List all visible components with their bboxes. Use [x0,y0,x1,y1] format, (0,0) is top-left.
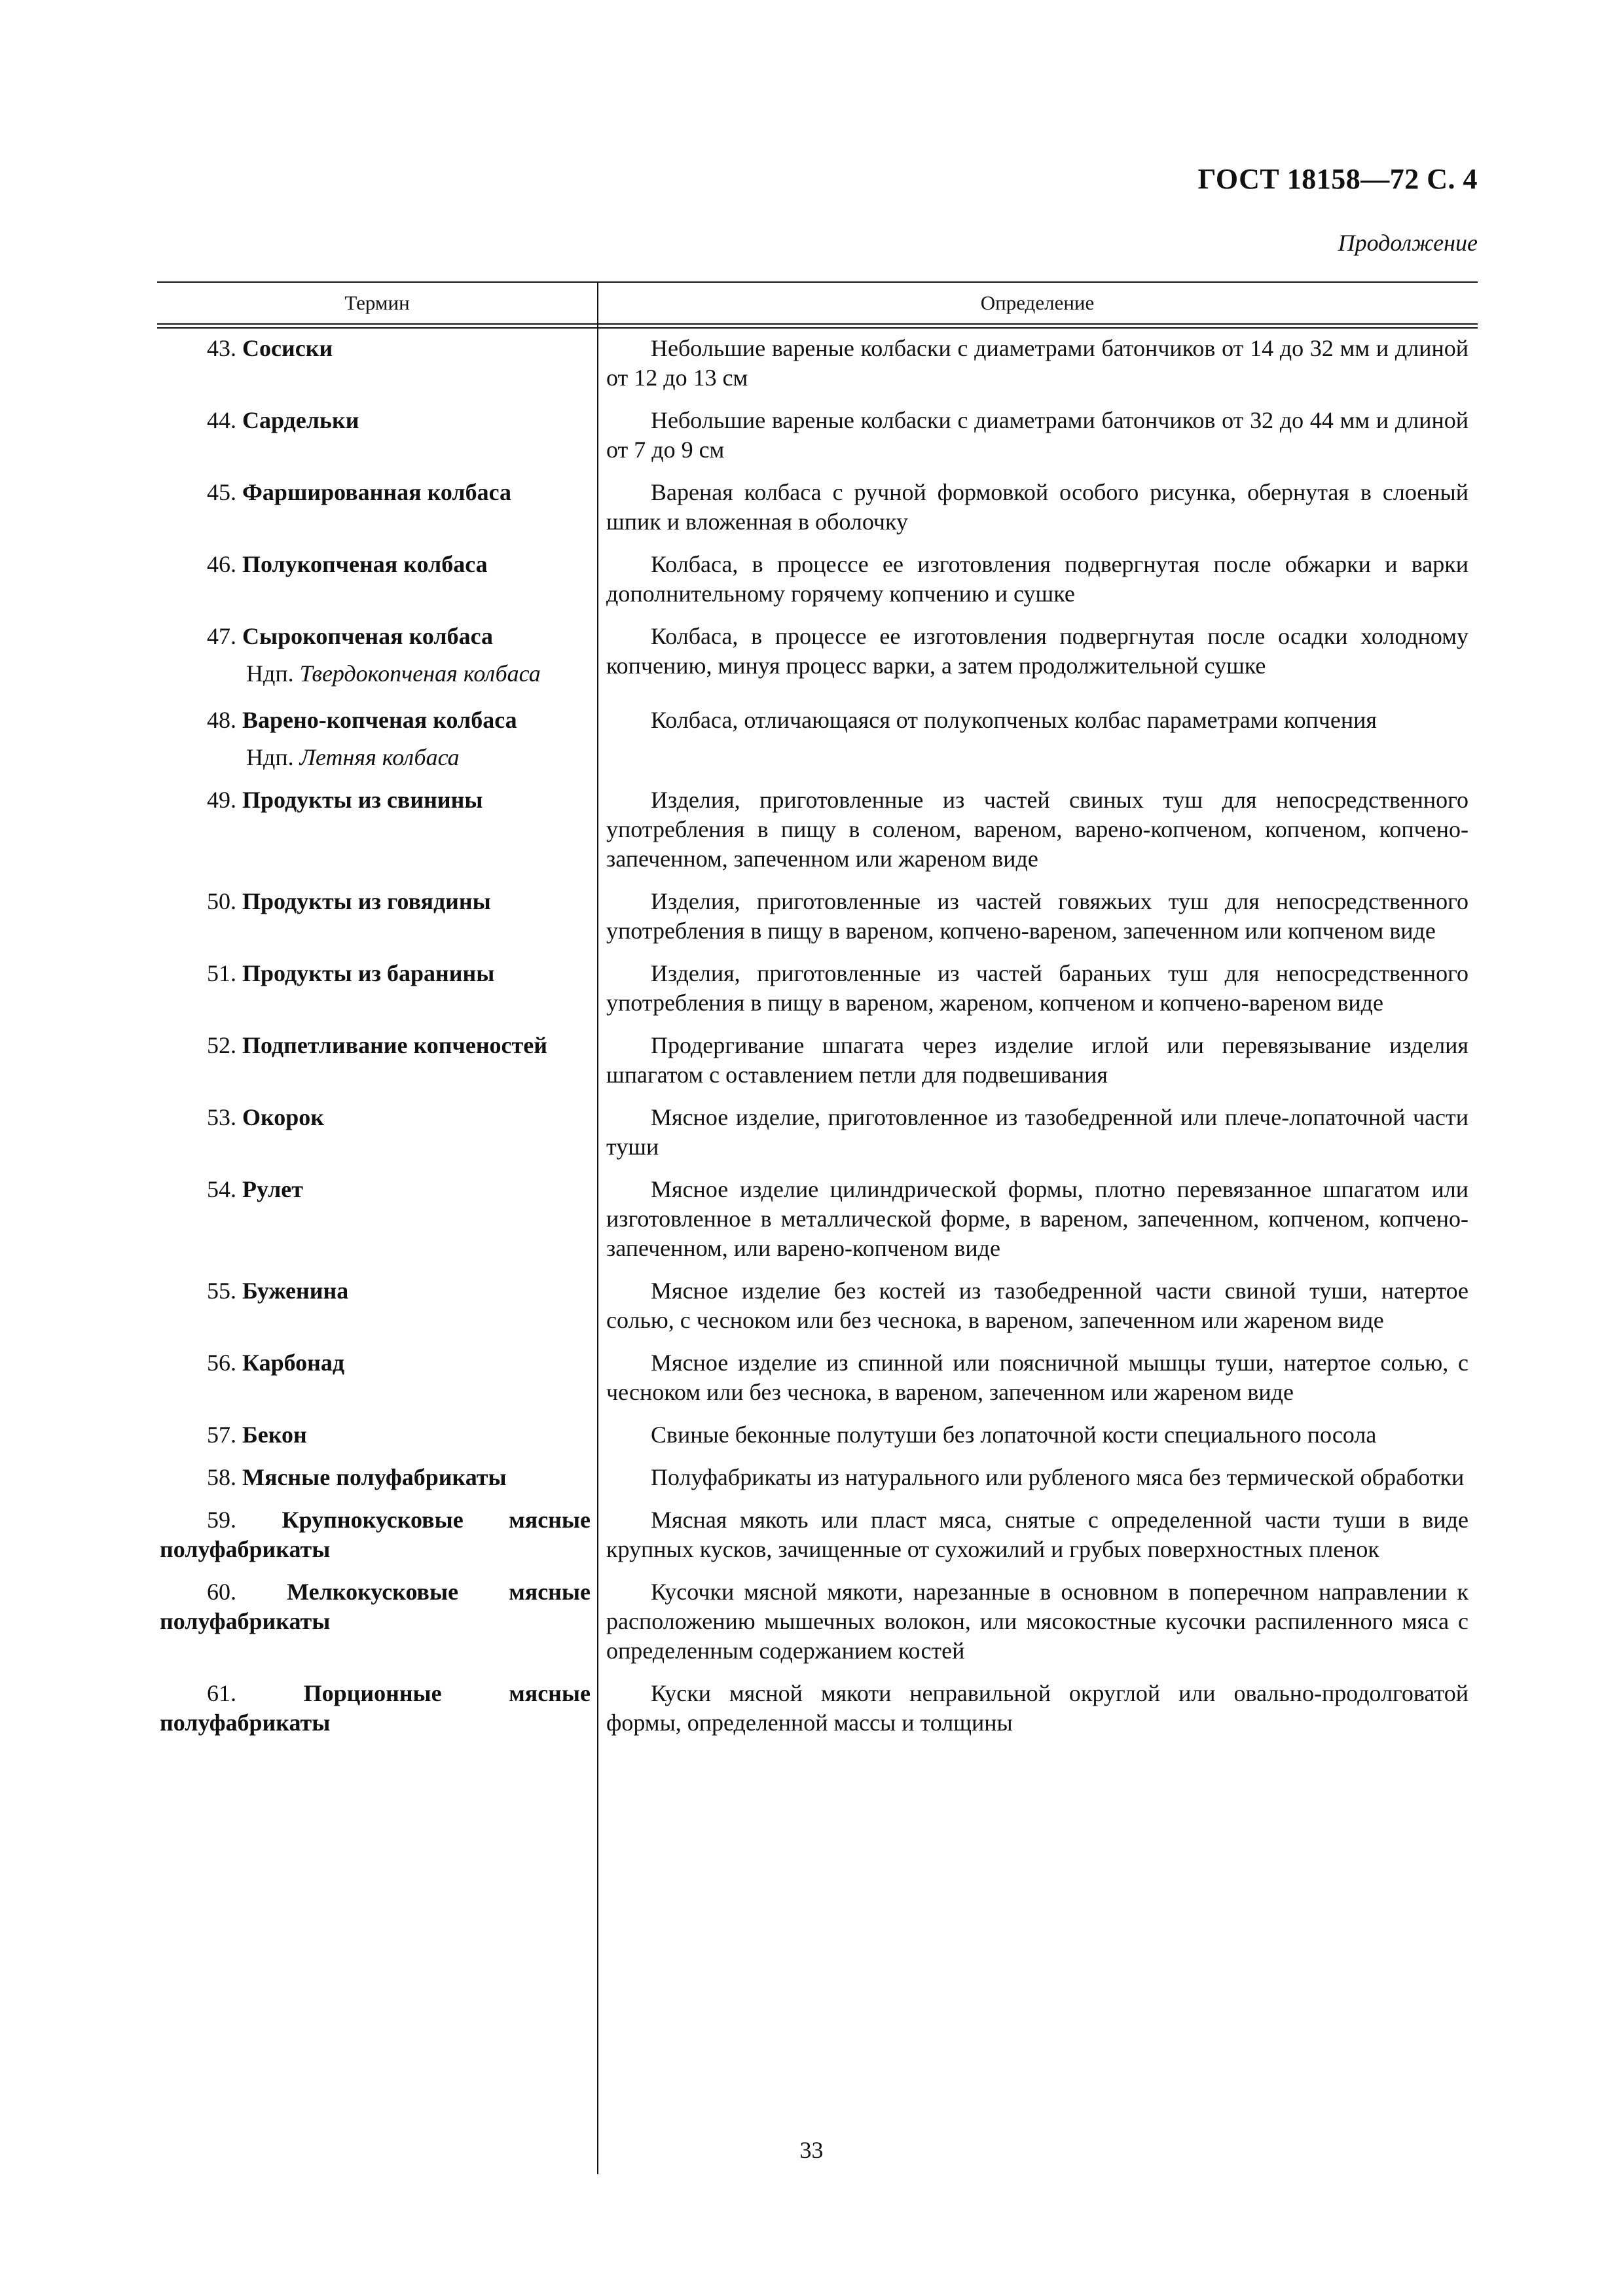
term-name: Крупнокусковые мясные полуфабрикаты [160,1507,591,1562]
table-row [157,959,1478,1018]
definition-cell: Изделия, приготовленные из частей бараньих туш для непосредственного употребления в пищу в вареном, жареном, копченом и копчено-вареном виде [606,960,1468,1016]
definition-cell: Мясное изделие из спинной или поясничной мышцы туши, натертое солью, с чесноком или без чеснока, в вареном, запеченном или жареном виде [606,1350,1468,1405]
term-cell [157,785,597,874]
term-cell [157,550,597,609]
term-line [160,959,591,988]
term-cell [157,887,597,946]
definition-cell: Колбаса, в процессе ее изготовления подвергнутая после осадки холодному копчению, минуя процесс варки, а затем продолжительной сушке [606,623,1468,679]
term-name: Подпетливание копченостей [242,1032,547,1058]
column-header-definition: Определение [980,291,1095,314]
terms-table [157,281,1478,1738]
table-row [157,1463,1478,1492]
term-name: Продукты из говядины [242,888,491,914]
term-line [160,1276,591,1306]
table-row [157,1031,1478,1090]
table-row [157,706,1478,772]
term-line [160,1103,591,1132]
definition-cell: Мясное изделие без костей из тазобедренной части свиной туши, натертое солью, с чесноком или без чеснока, в вареном, запеченном или жареном виде [606,1278,1468,1333]
table-row [157,334,1478,393]
definition-cell: Изделия, приготовленные из частей свиных туш для непосредственного употребления в пищу в соленом, вареном, варено-копченом, копченом, копчено-запеченном, запеченном или жареном виде [606,787,1468,872]
column-header-term: Термин [344,291,410,314]
term-line [160,1420,591,1450]
term-line [160,478,591,507]
term-cell [157,1577,597,1666]
term-line [160,706,591,735]
term-number: 44. [207,407,236,433]
term-name: Продукты из свинины [242,787,483,813]
not-recommended-term [160,659,591,689]
term-number: 50. [207,888,236,914]
definition-cell: Полуфабрикаты из натурального или рубленого мяса без термической обработки [651,1464,1465,1490]
term-line [160,1577,591,1636]
term-name: Мясные полуфабрикаты [242,1464,507,1490]
table-row [157,887,1478,946]
term-number: 60. [207,1579,236,1605]
term-name: Мелкокусковые мясные полуфабрикаты [160,1579,591,1634]
definition-cell: Колбаса, в процессе ее изготовления подвергнутая после обжарки и варки дополнительному горячему копчению и сушке [606,551,1468,607]
definition-cell: Продергивание шпагата через изделие иглой или перевязывание изделия шпагатом с оставлением петли для подвешивания [606,1032,1468,1088]
term-number: 53. [207,1104,236,1130]
term-number: 56. [207,1350,236,1376]
term-number: 45. [207,479,236,505]
term-number: 47. [207,623,236,649]
term-line [160,1679,591,1738]
table-row [157,478,1478,537]
not-recommended-term [160,743,591,772]
term-line [160,887,591,916]
term-cell [157,1175,597,1263]
table-row [157,1505,1478,1564]
table-row [157,1103,1478,1162]
term-number: 52. [207,1032,236,1058]
term-number: 51. [207,960,236,986]
term-line [160,785,591,815]
table-row [157,785,1478,874]
definition-cell: Мясная мякоть или пласт мяса, снятые с определенной части туши в виде крупных кусков, зачищенные от сухожилий и грубых поверхностных пленок [606,1507,1468,1562]
term-line [160,550,591,579]
definition-cell: Мясное изделие цилиндрической формы, плотно перевязанное шпагатом или изготовленное в металлической форме, в вареном, запеченном, копченом, копчено-запеченном, или варено-копченом виде [606,1176,1468,1261]
term-number: 59. [207,1507,236,1533]
table-row [157,1276,1478,1335]
definition-cell: Кусочки мясной мякоти, нарезанные в основном в поперечном направлении к расположению мышечных волокон, или мясокостные кусочки распиленного мяса с определенным содержанием костей [606,1579,1468,1664]
term-name: Карбонад [242,1350,345,1376]
term-cell [157,1031,597,1090]
term-name: Варено-копченая колбаса [242,707,517,733]
term-line [160,406,591,435]
term-cell [157,1463,597,1492]
term-line [160,1463,591,1492]
term-number: 43. [207,335,236,361]
document-header: ГОСТ 18158—72 С. 4 [1197,163,1478,195]
term-cell [157,959,597,1018]
table-row [157,622,1478,689]
term-number: 54. [207,1176,236,1202]
table-row [157,550,1478,609]
term-line [160,1031,591,1060]
definition-cell: Куски мясной мякоти неправильной округлой или овально-продолговатой формы, определенной массы и толщины [606,1680,1468,1736]
term-cell [157,1348,597,1407]
ndp-term: Летняя колбаса [299,744,460,770]
term-number: 46. [207,551,236,577]
term-line [160,1505,591,1564]
term-number: 57. [207,1422,236,1448]
ndp-prefix: Ндп. [246,660,294,687]
table-header [157,283,1478,325]
ndp-term: Твердокопченая колбаса [299,660,541,687]
table-row [157,406,1478,465]
column-divider [597,283,598,2174]
term-name: Окорок [242,1104,325,1130]
definition-cell: Небольшие вареные колбаски с диаметрами батончиков от 32 до 44 мм и длиной от 7 до 9 см [606,407,1468,463]
term-name: Порционные мясные полуфабрикаты [160,1680,591,1736]
ndp-prefix: Ндп. [246,744,294,770]
table-body [157,334,1478,1738]
definition-cell: Небольшие вареные колбаски с диаметрами батончиков от 14 до 32 мм и длиной от 12 до 13 см [606,335,1468,391]
table-row [157,1175,1478,1263]
term-name: Бекон [242,1422,307,1448]
term-name: Буженина [242,1278,349,1304]
term-name: Сардельки [242,407,359,433]
term-cell [157,1679,597,1738]
definition-cell: Мясное изделие, приготовленное из тазобедренной или плече-лопаточной части туши [606,1104,1468,1160]
continuation-label: Продолжение [1338,230,1478,256]
page-number: 33 [799,2137,824,2163]
table-row [157,1348,1478,1407]
definition-cell: Изделия, приготовленные из частей говяжьих туш для непосредственного употребления в пищу в вареном, копчено-вареном, запеченном или копченом виде [606,888,1468,944]
term-line [160,622,591,651]
term-name: Продукты из баранины [242,960,495,986]
term-cell [157,706,597,772]
definition-cell: Свиные беконные полутуши без лопаточной кости специального посола [651,1422,1377,1448]
term-cell [157,406,597,465]
term-number: 55. [207,1278,236,1304]
table-row [157,1577,1478,1666]
term-number: 48. [207,707,236,733]
term-cell [157,1103,597,1162]
term-name: Фаршированная колбаса [242,479,512,505]
table-row [157,1679,1478,1738]
definition-cell: Колбаса, отличающаяся от полукопченых колбас параметрами копчения [651,707,1377,733]
definition-cell: Вареная колбаса с ручной формовкой особого рисунка, обернутая в слоеный шпик и вложенная в оболочку [606,479,1468,535]
term-line [160,1175,591,1204]
term-cell [157,334,597,393]
term-cell [157,1276,597,1335]
term-line [160,334,591,363]
term-cell [157,478,597,537]
term-number: 49. [207,787,236,813]
term-cell [157,1420,597,1450]
term-number: 61. [207,1680,236,1706]
table-row [157,1420,1478,1450]
term-name: Рулет [242,1176,303,1202]
term-line [160,1348,591,1378]
term-cell [157,1505,597,1564]
term-number: 58. [207,1464,236,1490]
term-cell [157,622,597,689]
term-name: Сырокопченая колбаса [242,623,494,649]
term-name: Полукопченая колбаса [242,551,488,577]
term-name: Сосиски [242,335,333,361]
